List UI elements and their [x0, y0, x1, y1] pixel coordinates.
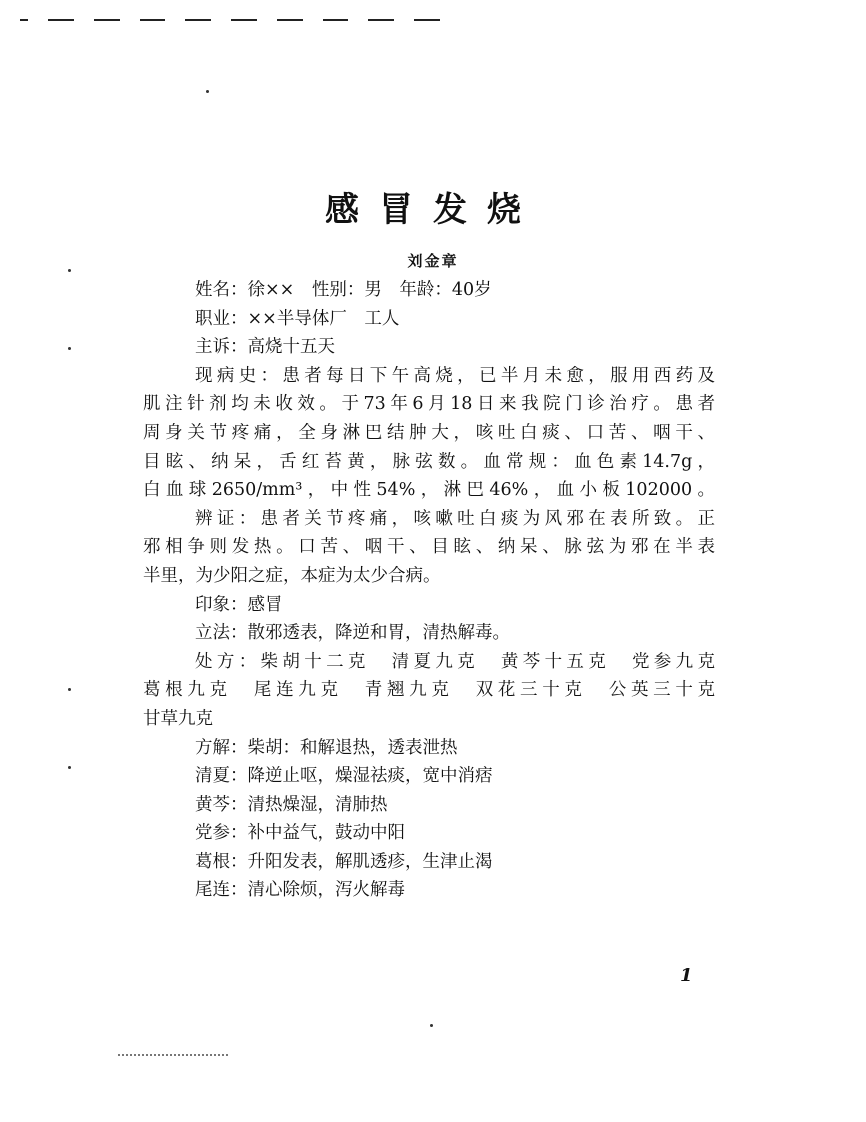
article-author: 刘金章 [407, 252, 459, 270]
text-line: 尾连：清心除烦，泻火解毒 [195, 880, 405, 901]
text-line: 黄芩：清热燥湿，清肺热 [195, 794, 388, 815]
text-line: 立法：散邪透表，降逆和胃，清热解毒。 [195, 623, 510, 644]
text-line: 白血球2650/mm³，中性54%，淋巴46%，血小板102000。 [143, 480, 715, 501]
text-line: 葛根：升阳发表，解肌透疹，生津止渴 [195, 851, 493, 872]
page-number: 1 [680, 965, 693, 986]
text-line: 主诉：高烧十五天 [195, 337, 335, 358]
text-line: 辨证：患者关节疼痛，咳嗽吐白痰为风邪在表所致。正 [195, 508, 715, 529]
text-line: 现病史：患者每日下午高烧，已半月未愈，服用西药及 [195, 365, 715, 386]
text-line: 葛根九克 尾连九克 青翘九克 双花三十克 公英三十克 [143, 680, 715, 701]
scan-speck [430, 1024, 433, 1027]
scan-speck [206, 90, 209, 93]
text-line: 党参：补中益气，鼓动中阳 [195, 823, 405, 844]
text-line: 职业：××半导体厂 工人 [195, 308, 400, 329]
text-line: 方解：柴胡：和解退热，透表泄热 [195, 737, 458, 758]
text-line: 邪相争则发热。口苦、咽干、目眩、纳呆、脉弦为邪在半表 [143, 537, 715, 558]
text-line: 印象：感冒 [195, 594, 283, 615]
text-line: 姓名：徐×× 性别：男 年龄：40岁 [195, 280, 492, 300]
scan-artifact-dashes [20, 19, 440, 21]
article-body [143, 276, 715, 905]
text-line: 目眩、纳呆，舌红苔黄，脉弦数。血常规：血色素14.7g， [143, 451, 715, 472]
scan-speck [68, 766, 71, 769]
text-line: 处方：柴胡十二克 清夏九克 黄芩十五克 党参九克 [195, 651, 715, 672]
article-title: 感冒发烧 [325, 190, 541, 230]
text-line: 周身关节疼痛，全身淋巴结肿大，咳吐白痰、口苦、咽干、 [143, 422, 715, 443]
scan-artifact-specks [118, 1054, 228, 1058]
text-line: 半里，为少阳之症，本症为太少合病。 [143, 565, 441, 586]
scan-speck [68, 347, 71, 350]
scan-speck [68, 688, 71, 691]
text-line: 肌注针剂均未收效。于73年6月18日来我院门诊治疗。患者 [143, 394, 715, 415]
text-line: 清夏：降逆止呕，燥湿祛痰，宽中消痞 [195, 766, 493, 787]
text-line: 甘草九克 [143, 708, 213, 729]
